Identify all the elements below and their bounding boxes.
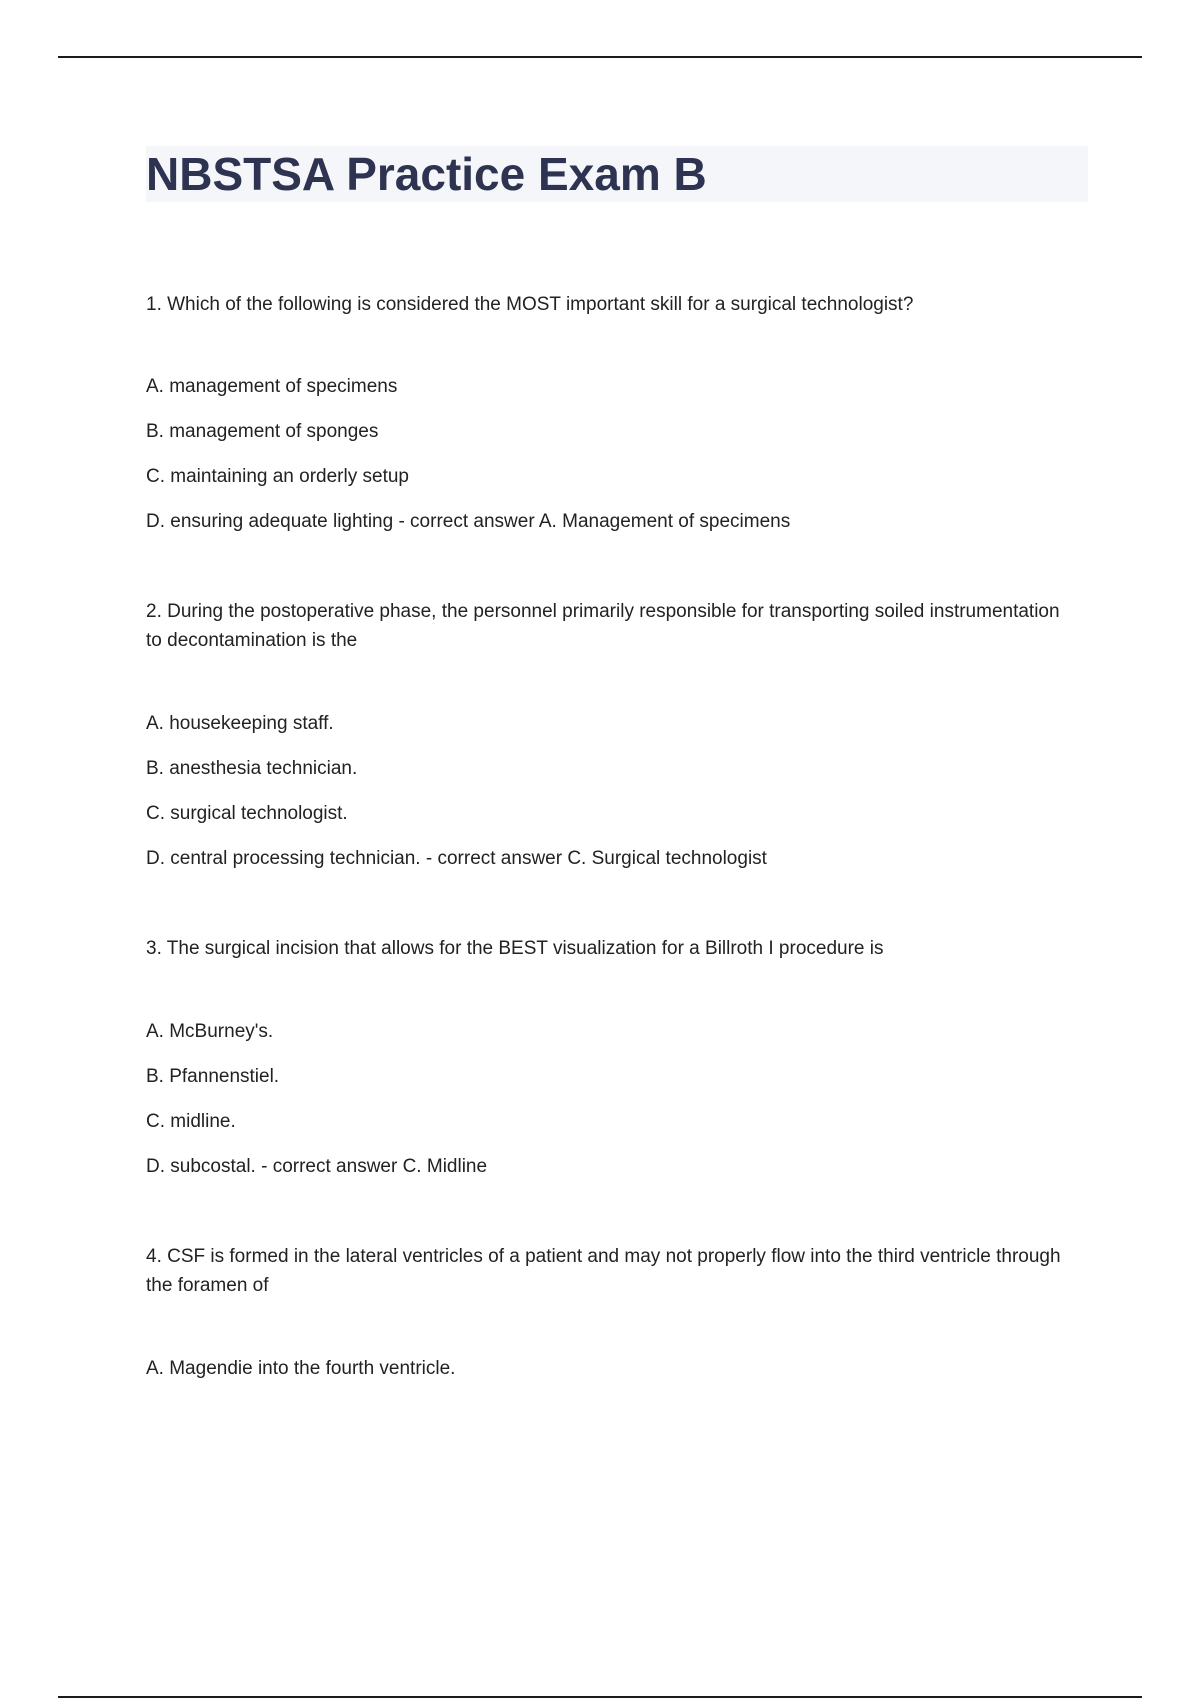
- answer-option: B. anesthesia technician.: [146, 758, 358, 779]
- question-list: [146, 290, 1076, 1401]
- answer-option: A. McBurney's.: [146, 1021, 274, 1042]
- question-text: 2. During the postoperative phase, the personnel primarily responsible for transporting soiled instrumentation to decontamination is the: [146, 601, 1060, 651]
- answer-option: C. midline.: [146, 1111, 236, 1132]
- question-block: [146, 934, 1076, 1179]
- answer-option: D. ensuring adequate lighting - correct answer A. Management of specimens: [146, 511, 791, 532]
- page-title: NBSTSA Practice Exam B: [146, 148, 707, 200]
- answer-option: D. subcostal. - correct answer C. Midline: [146, 1156, 488, 1177]
- answer-option: D. central processing technician. - correct answer C. Surgical technologist: [146, 848, 767, 869]
- top-rule: [58, 56, 1142, 58]
- answer-option: A. Magendie into the fourth ventricle.: [146, 1358, 456, 1379]
- question-block: [146, 1242, 1076, 1381]
- answer-option: A. management of specimens: [146, 376, 398, 397]
- answer-option: B. Pfannenstiel.: [146, 1066, 280, 1087]
- answer-option: B. management of sponges: [146, 421, 379, 442]
- question-block: [146, 597, 1076, 871]
- answer-option: C. maintaining an orderly setup: [146, 466, 409, 487]
- question-text: 3. The surgical incision that allows for the BEST visualization for a Billroth I procedure is: [146, 938, 884, 959]
- bottom-rule: [58, 1696, 1142, 1698]
- question-block: [146, 290, 1076, 534]
- answer-option: A. housekeeping staff.: [146, 713, 334, 734]
- question-text: 1. Which of the following is considered the MOST important skill for a surgical technologist?: [146, 294, 914, 315]
- answer-option: C. surgical technologist.: [146, 803, 348, 824]
- question-text: 4. CSF is formed in the lateral ventricles of a patient and may not properly flow into the third ventricle through the foramen of: [146, 1246, 1061, 1296]
